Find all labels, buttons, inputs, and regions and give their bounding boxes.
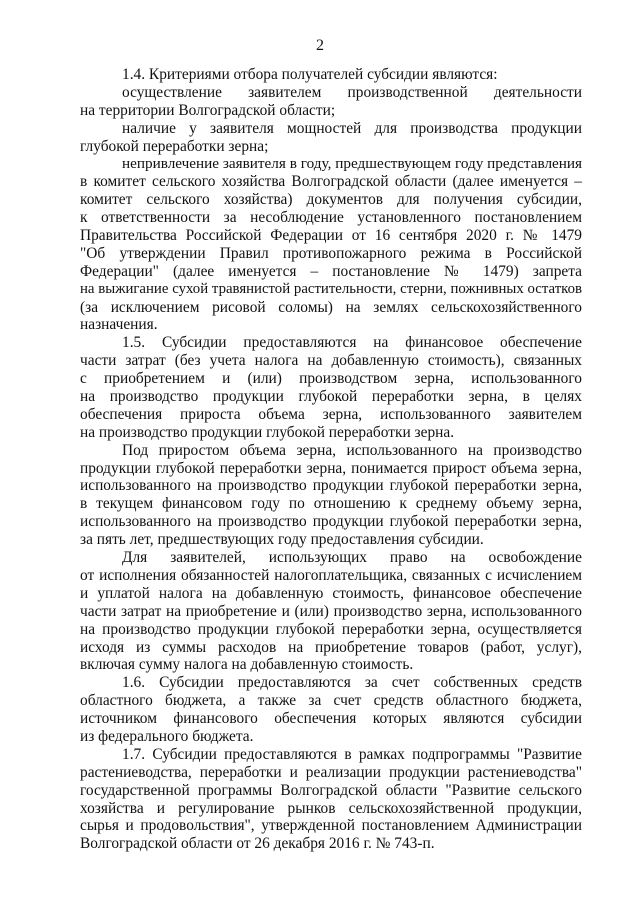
text-line: исходя из суммы расходов на приобретение товаров (работ, услуг), <box>80 638 582 656</box>
text-line: из федерального бюджета. <box>80 727 254 745</box>
text-line: наличие у заявителя мощностей для производства продукции <box>122 119 582 137</box>
text-line: использованного на производство продукции глубокой переработки зерна, <box>80 477 582 495</box>
text-line: государственной программы Волгоградской области "Развитие сельского <box>80 781 582 799</box>
text-line: источником финансового обеспечения которых являются субсидии <box>80 710 582 728</box>
text-line: Федерации" (далее именуется – постановление № 1479) запрета <box>80 262 582 280</box>
text-line: за пять лет, предшествующих году предоставления субсидии. <box>80 531 484 549</box>
document-body <box>80 66 582 853</box>
text-line: в комитет сельского хозяйства Волгоградской области (далее именуется – <box>80 173 582 191</box>
text-line: части затрат (без учета налога на добавленную стоимость), связанных <box>80 352 582 370</box>
text-line: на территории Волгоградской области; <box>80 101 336 119</box>
text-line: 1.4. Критериями отбора получателей субсидии являются: <box>122 66 498 83</box>
text-line: растениеводства, переработки и реализации продукции растениеводства" <box>80 763 582 781</box>
text-line: от исполнения обязанностей налогоплательщика, связанных с исчислением <box>80 566 582 584</box>
text-line: 1.6. Субсидии предоставляются за счет собственных средств <box>122 674 582 692</box>
text-line: Волгоградской области от 26 декабря 2016 г. № 743-п. <box>80 835 435 853</box>
text-line: на производство продукции глубокой переработки зерна. <box>80 423 455 441</box>
text-line: глубокой переработки зерна; <box>80 137 269 155</box>
text-line: комитет сельского хозяйства) документов для получения субсидии, <box>80 191 582 209</box>
text-line: на выжигание сухой травянистой растительности, стерни, пожнивных остатков <box>80 280 582 297</box>
text-line: "Об утверждении Правил противопожарного режима в Российской <box>80 244 582 262</box>
text-line: сырья и продовольствия", утвержденной постановлением Администрации <box>80 817 582 835</box>
text-line: Под приростом объема зерна, использованного на производство <box>122 441 582 459</box>
text-line: с приобретением и (или) производством зерна, использованного <box>80 370 582 388</box>
text-line: к ответственности за несоблюдение установленного постановлением <box>80 209 582 227</box>
text-line: продукции глубокой переработки зерна, понимается прирост объема зерна, <box>80 459 582 477</box>
text-line: на производство продукции глубокой переработки зерна, в целях <box>80 388 582 406</box>
text-line: непривлечение заявителя в году, предшествующем году представления <box>122 155 582 173</box>
text-line: 1.7. Субсидии предоставляются в рамках подпрограммы "Развитие <box>122 745 582 763</box>
text-line: части затрат на приобретение и (или) производство зерна, использованного <box>80 602 582 620</box>
text-line: использованного на производство продукции глубокой переработки зерна, <box>80 513 582 531</box>
text-line: в текущем финансовом году по отношению к среднему объему зерна, <box>80 495 582 513</box>
text-line: Правительства Российской Федерации от 16 сентября 2020 г. № 1479 <box>80 227 582 245</box>
text-line: включая сумму налога на добавленную стоимость. <box>80 656 414 674</box>
page-number: 2 <box>316 37 324 54</box>
text-line: на производство продукции глубокой переработки зерна, осуществляется <box>80 620 582 638</box>
text-line: Для заявителей, использующих право на освобождение <box>122 549 582 567</box>
text-line: хозяйства и регулирование рынков сельскохозяйственной продукции, <box>80 799 582 817</box>
text-line: назначения. <box>80 316 158 334</box>
text-line: осуществление заявителем производственной деятельности <box>122 83 582 101</box>
text-line: обеспечения прироста объема зерна, использованного заявителем <box>80 405 582 423</box>
text-line: областного бюджета, а также за счет средств областного бюджета, <box>80 692 582 710</box>
text-line: и уплатой налога на добавленную стоимость, финансовое обеспечение <box>80 584 582 602</box>
text-line: 1.5. Субсидии предоставляются на финансовое обеспечение <box>122 334 582 352</box>
text-line: (за исключением рисовой соломы) на землях сельскохозяйственного <box>80 298 582 316</box>
